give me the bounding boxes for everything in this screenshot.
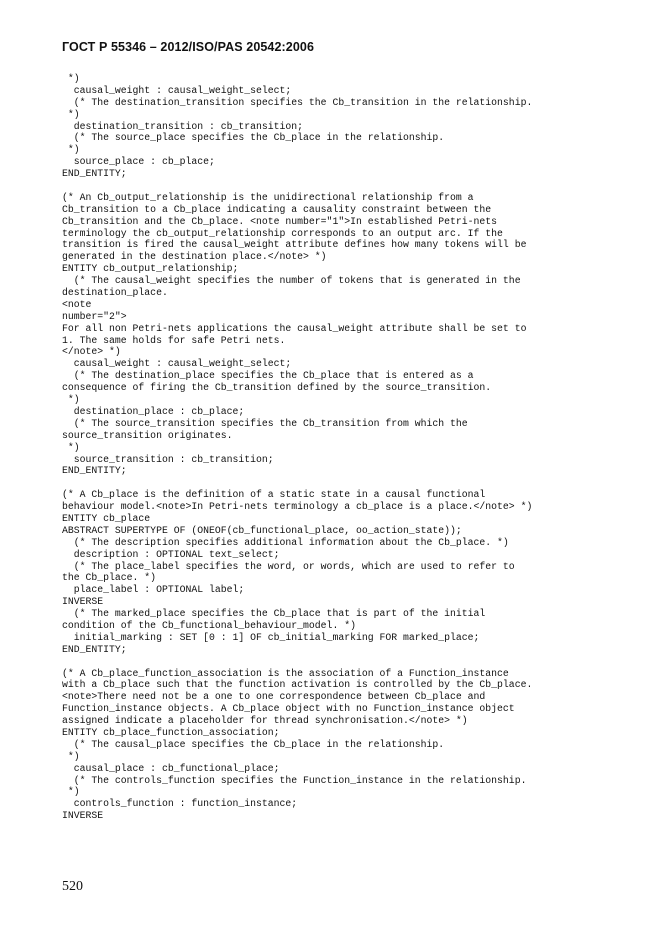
- code-line: 1. The same holds for safe Petri nets.: [62, 334, 286, 346]
- page-number: 520: [62, 879, 83, 894]
- code-line: *): [62, 786, 80, 798]
- code-line: consequence of firing the Cb_transition defined by the source_transition.: [62, 382, 492, 394]
- code-line: source_transition : cb_transition;: [62, 453, 274, 465]
- code-line: ENTITY cb_place_function_association;: [62, 726, 280, 738]
- code-line: causal_place : cb_functional_place;: [62, 762, 280, 774]
- code-line: INVERSE: [62, 810, 104, 822]
- code-line: (* The marked_place specifies the Cb_place that is part of the initial: [62, 608, 486, 620]
- code-line: ENTITY cb_output_relationship;: [62, 263, 239, 275]
- code-line: (* A Cb_place_function_association is the association of a Function_instance: [62, 667, 509, 679]
- document-header: ГОСТ Р 55346 – 2012/ISO/PAS 20542:2006: [62, 40, 314, 54]
- code-line: (* The controls_function specifies the Function_instance in the relationship.: [62, 774, 527, 786]
- code-line: number="2">: [62, 310, 127, 322]
- code-line: description : OPTIONAL text_select;: [62, 548, 280, 560]
- code-line: generated in the destination place.</note> *): [62, 251, 327, 263]
- code-line: (* The place_label specifies the word, or words, which are used to refer to: [62, 560, 515, 572]
- code-line: END_ENTITY;: [62, 465, 127, 477]
- express-code-listing: [62, 73, 602, 822]
- code-line: Function_instance objects. A Cb_place object with no Function_instance object: [62, 703, 515, 715]
- code-line: assigned indicate a placeholder for thread synchronisation.</note> *): [62, 715, 468, 727]
- code-line: ABSTRACT SUPERTYPE OF (ONEOF(cb_functional_place, oo_action_state));: [62, 524, 462, 536]
- code-line: *): [62, 394, 80, 406]
- code-line: For all non Petri-nets applications the causal_weight attribute shall be set to: [62, 322, 527, 334]
- code-line: (* The causal_weight specifies the number of tokens that is generated in the: [62, 275, 521, 287]
- code-line: terminology the cb_output_relationship corresponds to an output arc. If the: [62, 227, 503, 239]
- code-line: the Cb_place. *): [62, 572, 157, 584]
- code-line: (* The causal_place specifies the Cb_place in the relationship.: [62, 738, 445, 750]
- code-line: *): [62, 144, 80, 156]
- code-line: condition of the Cb_functional_behaviour_model. *): [62, 619, 356, 631]
- code-line: [62, 477, 602, 489]
- code-line: behaviour model.<note>In Petri-nets terminology a cb_place is a place.</note> *): [62, 501, 533, 513]
- code-line: source_transition originates.: [62, 429, 233, 441]
- code-line: *): [62, 73, 80, 84]
- code-line: destination_place.: [62, 287, 168, 299]
- code-line: *): [62, 108, 80, 120]
- code-line: destination_place : cb_place;: [62, 405, 245, 417]
- code-line: (* The description specifies additional information about the Cb_place. *): [62, 536, 509, 548]
- code-line: Cb_transition to a Cb_place indicating a causality constraint between the: [62, 203, 492, 215]
- code-line: transition is fired the causal_weight attribute defines how many tokens will be: [62, 239, 527, 251]
- code-line: (* A Cb_place is the definition of a static state in a causal functional: [62, 489, 486, 501]
- code-line: (* The destination_place specifies the Cb_place that is entered as a: [62, 370, 474, 382]
- code-line: controls_function : function_instance;: [62, 798, 298, 810]
- code-line: (* The destination_transition specifies the Cb_transition in the relationship.: [62, 96, 533, 108]
- code-line: place_label : OPTIONAL label;: [62, 584, 245, 596]
- code-line: *): [62, 441, 80, 453]
- code-line: Cb_transition and the Cb_place. <note number="1">In established Petri-nets: [62, 215, 498, 227]
- code-line: source_place : cb_place;: [62, 156, 215, 168]
- code-line: (* The source_transition specifies the Cb_transition from which the: [62, 417, 468, 429]
- code-line: <note>There need not be a one to one correspondence between Cb_place and: [62, 691, 486, 703]
- code-line: destination_transition : cb_transition;: [62, 120, 304, 132]
- code-line: causal_weight : causal_weight_select;: [62, 84, 292, 96]
- code-line: causal_weight : causal_weight_select;: [62, 358, 292, 370]
- code-line: ENTITY cb_place: [62, 512, 151, 524]
- code-line: INVERSE: [62, 596, 104, 608]
- code-line: with a Cb_place such that the function activation is controlled by the Cb_place.: [62, 679, 533, 691]
- code-line: (* The source_place specifies the Cb_place in the relationship.: [62, 132, 445, 144]
- code-line: [62, 180, 602, 192]
- code-line: *): [62, 750, 80, 762]
- code-line: <note: [62, 298, 92, 310]
- code-line: END_ENTITY;: [62, 643, 127, 655]
- code-line: [62, 656, 602, 668]
- code-line: END_ENTITY;: [62, 168, 127, 180]
- code-line: (* An Cb_output_relationship is the unidirectional relationship from a: [62, 191, 474, 203]
- code-line: initial_marking : SET [0 : 1] OF cb_initial_marking FOR marked_place;: [62, 631, 480, 643]
- code-line: </note> *): [62, 346, 121, 358]
